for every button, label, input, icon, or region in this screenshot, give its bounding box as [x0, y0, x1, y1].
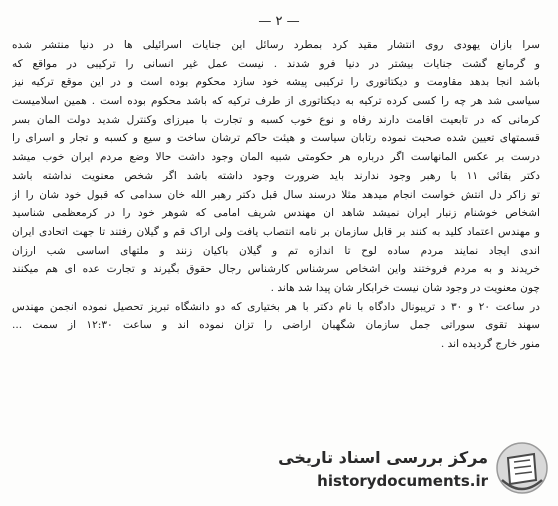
- text-line: باشد انجا بدهد مقاومت و دیکتاتوری را ترکیبی پیشه خود سازد محکوم بوده است و در این موقع ترکیه نیز: [12, 76, 540, 89]
- text-line: سیاسی شد هر چه را کسی کرده ترکیه به دیکتاتوری از طرف ترکیه که باشد محکوم بوده است . همین اسلامیست: [12, 95, 540, 108]
- archive-logo-icon: [494, 440, 550, 496]
- watermark-url: historydocuments.ir: [317, 472, 488, 490]
- page-number: — ۲ —: [258, 14, 300, 29]
- text-line: و مهندس اعتماد کلید به کنند بر قابل سازمان بر نامه انتصاب یافت ولی اراک قم و گیلان رفتند تا جهت اتحادی ایران: [12, 225, 540, 238]
- text-line: درست بر عکس المانهاست اگر درباره هر حکومتی شبیه المان وجود داشت حالا وضع مردم ایران خوب میشد: [12, 151, 540, 164]
- watermark-title: مرکز بررسی اسناد تاریخی: [278, 448, 488, 467]
- archive-watermark: [268, 440, 550, 498]
- text-line: قسمتهای تعیین شده صحبت نموده رتابان سیاست و هیئت حاکم ترشان ساخت و سیع و کسبه و تجار و اسرای را: [12, 132, 540, 145]
- text-line: چون معنویت در وجود شان نیست خرابکار شان پیدا شد هاند .: [270, 281, 540, 294]
- text-line: سهند تقوی سوراتی جمل سازمان شگهبان اراضی را تزان نموده اند و ساعت ۱۲:۳۰ از سمت ...: [12, 319, 540, 332]
- text-line: اندی ایجاد نمایند مردم ساده لوح تا اندازه تم و گیلان باکیان زنند و ملتهای اساسی شب ارزان: [12, 244, 540, 257]
- text-line: کرمانی که در تابعیت اقامت دارند رفاه و نوع خوب کسبه و تجارت با میرزای وکنترل شدید دولت المان بسر: [12, 113, 540, 126]
- text-line: سرا بازان یهودی روی انتشار مقید کرد بمطرد رسائل این جنایات اسرائیلی ها در دنیا منتشر شده: [12, 39, 540, 51]
- document-body: [12, 36, 540, 354]
- text-line: تو زاکر دل انتش خواست انجام میدهد مثلا درسند سال قبل دکتر رهبر الله خان سدامی که قبول خود شان را از: [12, 188, 540, 201]
- text-line: دکتر بقائی ۱۱ با رهبر وجود ندارند باید ضرورت وجود داشته باشد اگر شخص معنویت نداشته باشد: [12, 169, 540, 182]
- text-line: و گرمانع گشت جنایات بیشتر در دنیا فرو شدند . نیست عمل غیر انسانی را ترکیبی در مواقع که: [12, 57, 540, 70]
- text-line: منور خارج گردیده اند .: [440, 338, 540, 350]
- text-line: در ساعت ۲۰ و ۳۰ د تریبونال دادگاه با نام دکتر با هر بختیاری که دو دانشگاه تبریز تحصیل نموده انجمن مهندس: [12, 300, 540, 313]
- text-line: اشخاص خوشنام زنبار ایران نمیشد شاهد ان مهندس شریف امامی که شوهر خود را در کرمعظمی شناسید: [12, 207, 540, 220]
- text-line: خریدند و به مردم فروختند واین اشخاص سرشناس کارشناس رجال حقوق بگیرند و تجارت عده ای هم میکنند: [12, 263, 540, 276]
